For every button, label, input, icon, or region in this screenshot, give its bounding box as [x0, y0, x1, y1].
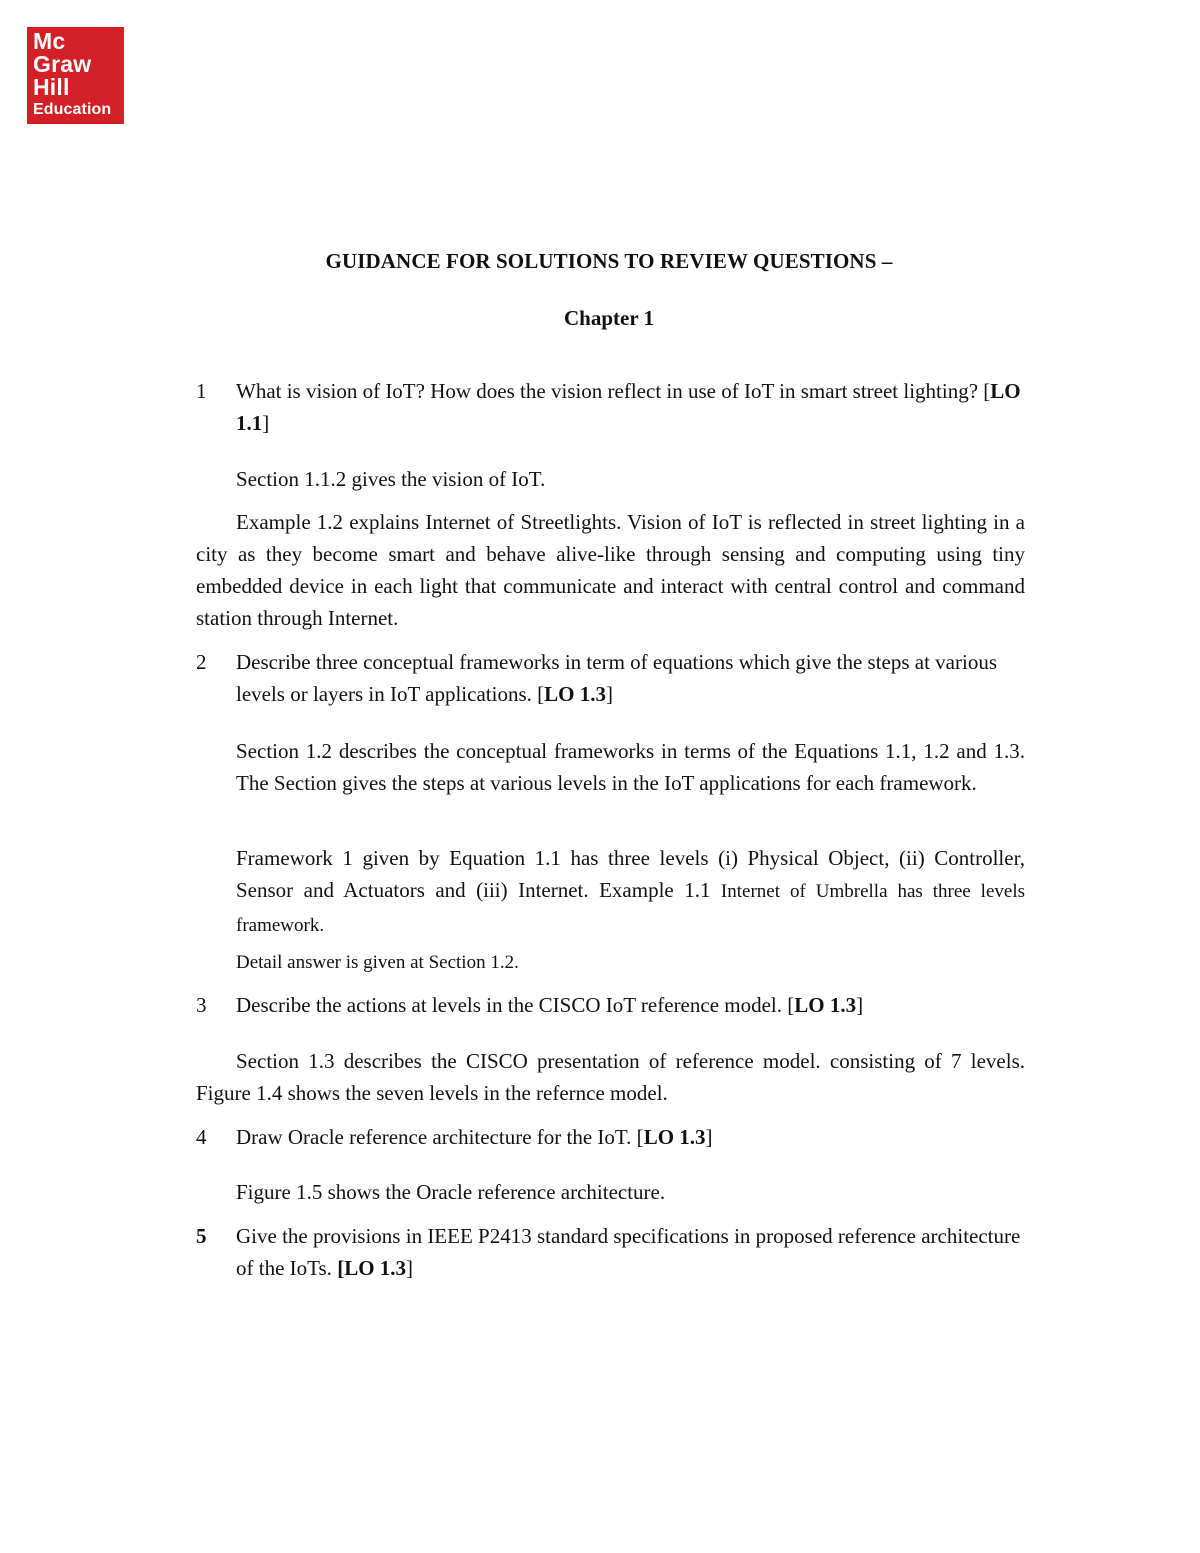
- question-body: Describe three conceptual frameworks in term of equations which give the steps at various levels or layers in IoT applications. [: [236, 650, 997, 706]
- question-body: Describe the actions at levels in the CISCO IoT reference model. [: [236, 993, 795, 1017]
- logo-line-mc: Mc: [33, 28, 66, 54]
- chapter-heading: Chapter 1: [563, 306, 655, 330]
- question-text: [236, 375, 1026, 439]
- logo-line-graw: Graw: [33, 51, 92, 77]
- question-body: Draw Oracle reference architecture for the IoT. [: [236, 1125, 644, 1149]
- learning-outcome: LO 1.3: [794, 993, 857, 1017]
- learning-outcome: LO 1.1: [236, 379, 1021, 435]
- answer-3-paragraph-1: Section 1.3 describes the CISCO presentation of reference model. consisting of 7 levels. Figure 1.4 shows the seven levels in the refernce model.: [196, 1049, 1025, 1105]
- bracket-close: ]: [605, 682, 613, 706]
- question-text: [236, 1121, 1026, 1153]
- question-text: [236, 646, 1026, 710]
- question-2: [196, 646, 1026, 710]
- question-number: 2: [196, 650, 207, 674]
- document-title: GUIDANCE FOR SOLUTIONS TO REVIEW QUESTIONS –: [325, 249, 893, 273]
- bracket-open: [: [337, 1256, 345, 1280]
- question-body: What is vision of IoT? How does the vision reflect in use of IoT in smart street lighting? [: [236, 379, 991, 403]
- question-1: [196, 375, 1026, 439]
- bracket-close: ]: [262, 411, 270, 435]
- question-body: Give the provisions in IEEE P2413 standard specifications in proposed reference architecture of the IoTs.: [236, 1224, 1021, 1280]
- answer-4-paragraph-1: Figure 1.5 shows the Oracle reference architecture.: [236, 1180, 666, 1204]
- answer-2-paragraph-1: Section 1.2 describes the conceptual frameworks in terms of the Equations 1.1, 1.2 and 1.3. The Section gives the steps at various levels in the IoT applications for each framework.: [236, 739, 1025, 795]
- mcgraw-hill-logo: [27, 27, 124, 124]
- answer-2-paragraph-3: Detail answer is given at Section 1.2.: [236, 952, 519, 973]
- question-text: [236, 1220, 1026, 1284]
- logo-line-education: Education: [33, 101, 112, 118]
- logo-line-hill: Hill: [33, 74, 70, 100]
- question-3: [196, 989, 1026, 1021]
- bracket-close: ]: [856, 993, 864, 1017]
- question-number: 4: [196, 1125, 207, 1149]
- answer-1-paragraph-2: Example 1.2 explains Internet of Streetlights. Vision of IoT is reflected in street lighting in a city as they become smart and behave alive-like through sensing and computing using tiny embedded device in each light that communicate and interact with central control and command station through Internet.: [196, 510, 1025, 630]
- question-number: 3: [196, 993, 207, 1017]
- answer-2-text-small: Internet of Umbrella has three levels framework.: [236, 881, 1026, 936]
- question-text: [236, 989, 1026, 1021]
- learning-outcome: LO 1.3: [544, 682, 606, 706]
- learning-outcome: LO 1.3: [643, 1125, 706, 1149]
- question-number: 5: [196, 1224, 207, 1248]
- question-5: [196, 1220, 1026, 1284]
- learning-outcome: LO 1.3: [344, 1256, 407, 1280]
- bracket-close: ]: [406, 1256, 414, 1280]
- answer-2-text: Framework 1 given by Equation 1.1 has three levels (i) Physical Object, (ii) Controller, Sensor and Actuators and (iii) Internet. Example 1.1: [236, 846, 1025, 902]
- question-number: 1: [196, 379, 207, 403]
- answer-2-paragraph-2: [236, 842, 1025, 942]
- bracket-close: ]: [705, 1125, 713, 1149]
- answer-1-paragraph-1: Section 1.1.2 gives the vision of IoT.: [236, 467, 546, 491]
- question-4: [196, 1121, 1026, 1153]
